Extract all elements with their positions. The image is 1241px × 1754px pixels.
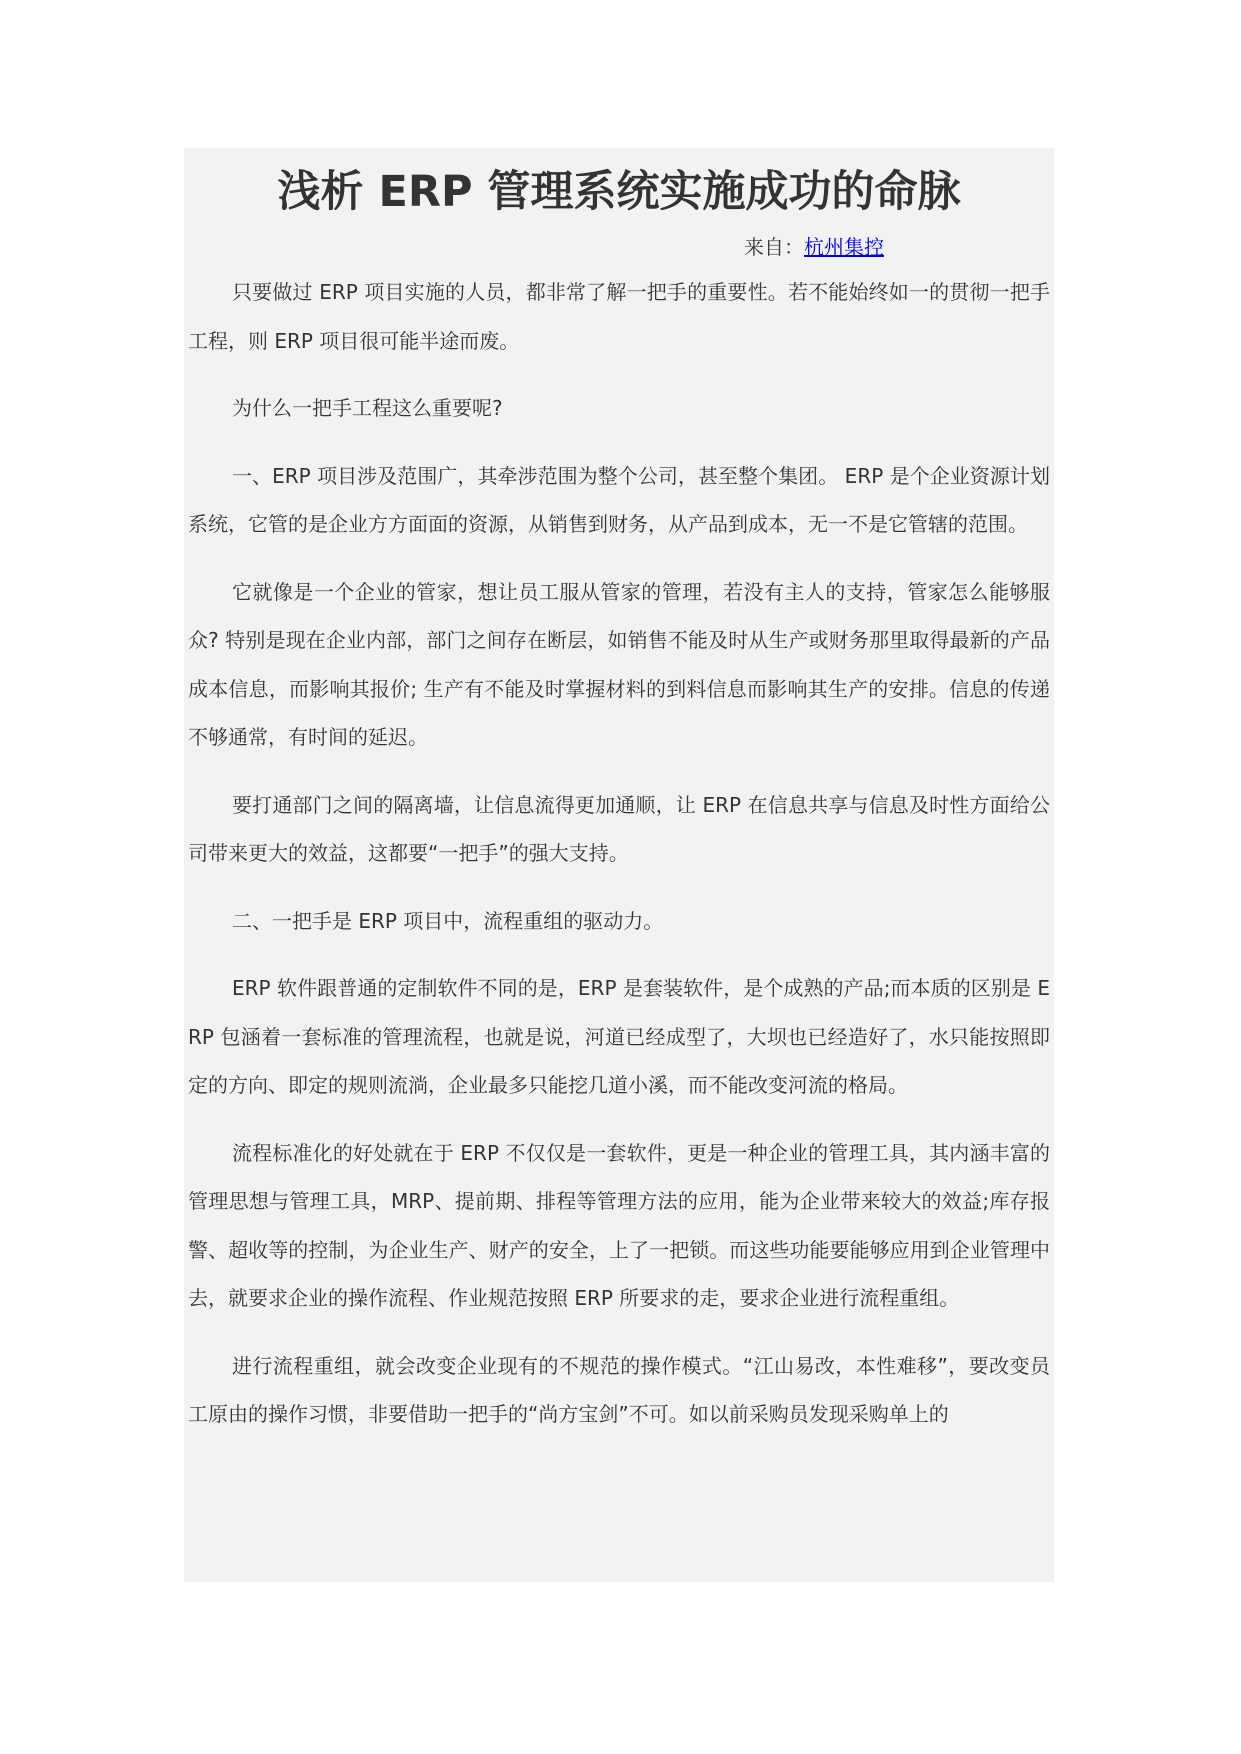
paragraph-1: 只要做过 ERP 项目实施的人员，都非常了解一把手的重要性。若不能始终如一的贯彻一把手工程，则 ERP 项目很可能半途而废。 <box>188 280 1050 353</box>
paragraph-8: 流程标准化的好处就在于 ERP 不仅仅是一套软件，更是一种企业的管理工具，其内涵丰富的管理思想与管理工具，MRP、提前期、排程等管理方法的应用，能为企业带来较大的效益;库存报警、超收等的控制，为企业生产、财产的安全，上了一把锁。而这些功能要能够应用到企业管理中去，就要求企业的操作流程、作业规范按照 ERP 所要求的走，要求企业进行流程重组。 <box>188 1140 1050 1310</box>
article-body <box>188 268 1050 1439</box>
paragraph-5: 要打通部门之间的隔离墙，让信息流得更加通顺，让 ERP 在信息共享与信息及时性方面给公司带来更大的效益，这都要“一把手”的强大支持。 <box>188 792 1050 865</box>
paragraph-2: 为什么一把手工程这么重要呢? <box>232 396 503 420</box>
paragraph-9: 进行流程重组，就会改变企业现有的不规范的操作模式。“江山易改，本性难移”，要改变员工原由的操作习惯，非要借助一把手的“尚方宝剑”不可。如以前采购员发现采购单上的 <box>188 1353 1050 1426</box>
paragraph-4: 它就像是一个企业的管家，想让员工服从管家的管理，若没有主人的支持，管家怎么能够服众? 特别是现在企业内部，部门之间存在断层，如销售不能及时从生产或财务那里取得最新的产品成本信息，而影响其报价; 生产有不能及时掌握材料的到料信息而影响其生产的安排。信息的传递不够通常，有时间的延迟。 <box>188 579 1050 749</box>
article-title: 浅析 ERP 管理系统实施成功的命脉 <box>277 167 961 217</box>
paragraph-7: ERP 软件跟普通的定制软件不同的是，ERP 是套装软件，是个成熟的产品;而本质的区别是 ERP 包涵着一套标准的管理流程，也就是说，河道已经成型了，大坝也已经造好了，水只能按照即定的方向、即定的规则流淌，企业最多只能挖几道小溪，而不能改变河流的格局。 <box>188 976 1050 1097</box>
article-source <box>188 232 1050 262</box>
paragraph-6: 二、一把手是 ERP 项目中，流程重组的驱动力。 <box>232 908 664 933</box>
article-page <box>184 148 1054 1582</box>
paragraph-3: 一、ERP 项目涉及范围广，其牵涉范围为整个公司，甚至整个集团。 ERP 是个企业资源计划系统，它管的是企业方方面面的资源，从销售到财务，从产品到成本，无一不是它管辖的范围。 <box>188 463 1050 536</box>
source-label: 来自： <box>744 235 804 259</box>
source-link[interactable]: 杭州集控 <box>804 235 884 259</box>
